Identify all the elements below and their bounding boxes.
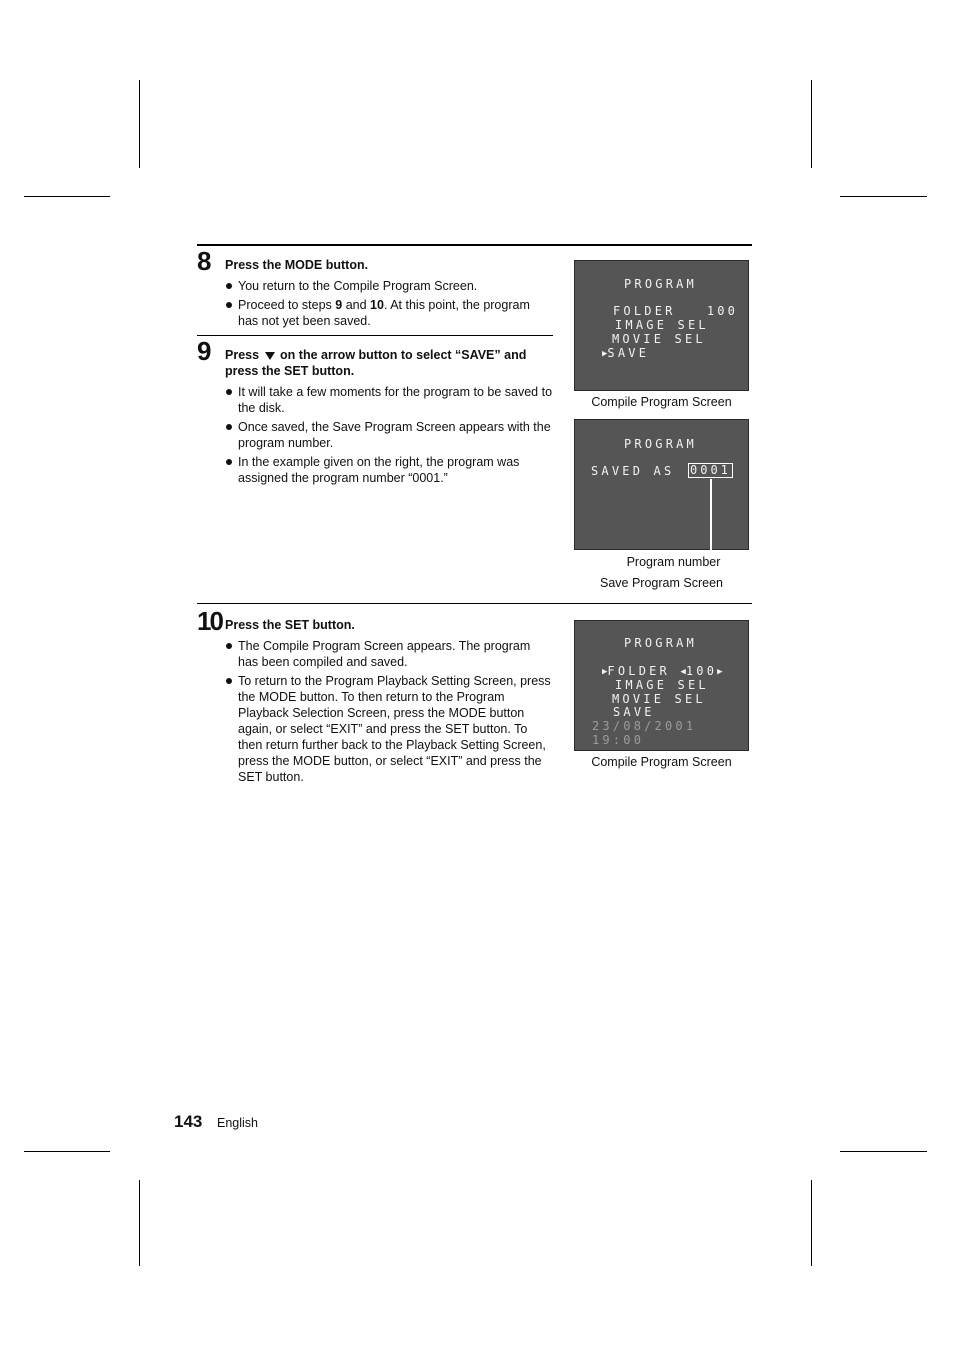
step-number: 8: [197, 246, 211, 276]
callout-line: [710, 479, 712, 554]
step-ref: 9: [335, 298, 343, 312]
crop-mark: [811, 1180, 812, 1266]
bullet-text: . At this point, the program has not yet been saved.: [238, 298, 530, 328]
section-rule: [197, 244, 752, 246]
step-header: [197, 336, 553, 379]
bullet-item: You return to the Compile Program Screen.: [225, 278, 553, 294]
bullet-text: and: [342, 298, 371, 312]
bullet-item: Once saved, the Save Program Screen appears with the program number.: [225, 419, 553, 451]
crop-mark: [139, 80, 140, 168]
down-triangle-icon: [265, 352, 275, 360]
bullet-item: It will take a few moments for the program to be saved to the disk.: [225, 384, 553, 416]
step-title-text: on the arrow button to select “SAVE” and press the SET button.: [225, 348, 527, 378]
time-readout: 19:00: [592, 733, 645, 747]
bullet-text: Proceed to steps: [238, 298, 336, 312]
menu-save-label: SAVE: [607, 346, 650, 360]
left-arrow-icon: ◀: [680, 667, 686, 677]
screen-title: PROGRAM: [624, 636, 697, 650]
step-number: 9: [197, 336, 211, 366]
menu-save: [602, 346, 649, 361]
screen-caption: Compile Program Screen: [591, 755, 732, 769]
menu-save: SAVE: [613, 705, 655, 719]
right-arrow-icon: ▶: [717, 667, 723, 677]
crop-mark: [840, 1151, 927, 1152]
compile-program-screen: [574, 620, 749, 751]
saved-as-label: SAVED AS: [591, 464, 675, 478]
step-title: Press the SET button.: [225, 618, 355, 632]
menu-movie-sel: MOVIE SEL: [612, 692, 706, 706]
step-10: [197, 606, 553, 788]
bullet-item: [225, 297, 553, 329]
step-number: 10: [197, 606, 222, 636]
page-language: English: [217, 1116, 258, 1130]
step-header: [197, 246, 553, 276]
step-9: [197, 336, 553, 489]
compile-program-screen: [574, 260, 749, 391]
date-readout: 23/08/2001: [592, 719, 697, 733]
bullet-item: In the example given on the right, the program was assigned the program number “0001.”: [225, 454, 553, 486]
menu-image-sel: IMAGE SEL: [615, 318, 709, 332]
step-title: Press the MODE button.: [225, 258, 369, 272]
crop-mark: [139, 1180, 140, 1266]
screen-title: PROGRAM: [624, 437, 697, 451]
step-ref: 10: [370, 298, 384, 312]
bullet-list: [197, 278, 553, 329]
menu-folder-value: 100: [685, 664, 718, 678]
menu-folder: FOLDER 100: [613, 304, 739, 318]
section-rule: [197, 603, 752, 604]
bullet-item: To return to the Program Playback Setting Screen, press the MODE button. To then return to the Program Playback Selection Screen, press the MODE button again, or select “EXIT” and press the SET button. To then return further back to the Playback Setting Screen, press the MODE button, or select “EXIT” and press the SET button.: [225, 673, 553, 785]
step-title-text: Press: [225, 348, 260, 362]
step-header: [197, 606, 553, 636]
screen-caption: Save Program Screen: [600, 576, 723, 590]
cursor-icon: ▶: [602, 667, 608, 677]
step-title: [225, 347, 553, 379]
crop-mark: [24, 196, 110, 197]
step-8: [197, 246, 553, 332]
cursor-icon: ▶: [602, 349, 608, 359]
menu-folder-label: FOLDER: [607, 664, 670, 678]
menu-movie-sel: MOVIE SEL: [612, 332, 706, 346]
bullet-item: The Compile Program Screen appears. The program has been compiled and saved.: [225, 638, 553, 670]
crop-mark: [840, 196, 927, 197]
menu-folder: [602, 664, 723, 679]
screen-title: PROGRAM: [624, 277, 697, 291]
crop-mark: [811, 80, 812, 168]
crop-mark: [24, 1151, 110, 1152]
screen-caption: Compile Program Screen: [591, 395, 732, 409]
callout-label: Program number: [626, 555, 721, 569]
save-program-screen: [574, 419, 749, 550]
step-divider: [197, 335, 553, 336]
program-number-box: 0001: [690, 463, 731, 477]
bullet-list: [197, 638, 553, 785]
menu-image-sel: IMAGE SEL: [615, 678, 709, 692]
bullet-list: [197, 384, 553, 486]
page-number: 143: [174, 1112, 203, 1131]
